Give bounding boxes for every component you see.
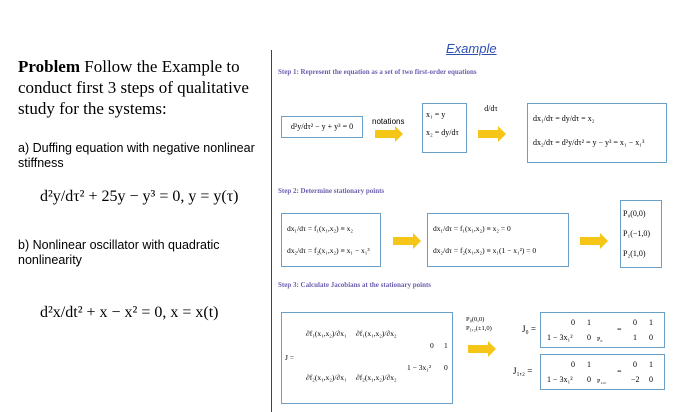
arrow-icon bbox=[393, 237, 413, 245]
step2-box-1 bbox=[281, 213, 381, 267]
s2-eq-b1: dx₁/dτ = f₁(x₁,x₂) ≡ x₂ = 0 bbox=[433, 224, 511, 233]
jacobian-label: J = bbox=[285, 353, 295, 362]
step1-equation-box bbox=[281, 116, 363, 138]
part-a-heading bbox=[18, 141, 255, 171]
s2-eq-b2: dx₂/dτ = f₂(x₁,x₂) ≡ x₁(1 − x₁²) = 0 bbox=[433, 246, 537, 255]
equation-a: d²y/dτ² + 25y − y³ = 0, y = y(τ) bbox=[40, 188, 239, 205]
j12-m11: 0 bbox=[571, 360, 575, 369]
system-eq-2: dx₂/dτ = d²y/dτ² = y − y³ = x₁ − x₁³ bbox=[533, 138, 645, 147]
part-b-line-2: nonlinearity bbox=[18, 253, 82, 267]
jac-matrix-11: 0 bbox=[430, 341, 434, 350]
problem-statement bbox=[18, 56, 273, 119]
j0-m12: 1 bbox=[587, 318, 591, 327]
equation-b: d²x/dt² + x − x² = 0, x = x(t) bbox=[40, 304, 219, 321]
jac-matrix-12: 1 bbox=[444, 341, 448, 350]
j12-r12: 1 bbox=[649, 360, 653, 369]
arrow-icon bbox=[375, 130, 395, 138]
jacobian-21: ∂f₂(x₁,x₂)/∂x₁ bbox=[306, 373, 347, 382]
j12-sub: P₁,₂ bbox=[597, 379, 607, 385]
p12-note: P₁,₂(±1,0) bbox=[466, 325, 492, 332]
step2-box-2 bbox=[427, 213, 569, 267]
j0-label: J₀ = bbox=[522, 324, 536, 334]
arrow-icon bbox=[478, 130, 498, 138]
arrow-icon bbox=[468, 345, 488, 353]
stationary-points-box bbox=[620, 200, 662, 268]
j12-m21: 1 − 3x₁² bbox=[547, 375, 573, 384]
step-3-label: Step 3: Calculate Jacobians at the stationary points bbox=[278, 281, 432, 289]
s2-eq-a1: dx₁/dτ = f₁(x₁,x₂) ≡ x₂ bbox=[287, 224, 353, 233]
notation-x2: x₂ = dy/dτ bbox=[426, 128, 459, 137]
part-a-line-2: stiffness bbox=[18, 156, 64, 170]
j12-matrix-box bbox=[540, 354, 665, 390]
jac-matrix-21: 1 − 3x₁² bbox=[407, 363, 432, 372]
problem-text-3: study for the systems: bbox=[18, 99, 167, 118]
j0-m22: 0 bbox=[587, 333, 591, 342]
j0-r21: 1 bbox=[633, 333, 637, 342]
equals-sign: = bbox=[617, 367, 622, 376]
s2-eq-a2: dx₂/dτ = f₂(x₁,x₂) ≡ x₁ − x₁³ bbox=[287, 246, 370, 255]
j12-r11: 0 bbox=[633, 360, 637, 369]
jacobian-22: ∂f₂(x₁,x₂)/∂x₂ bbox=[356, 373, 397, 382]
j12-r21: −2 bbox=[631, 375, 640, 384]
problem-text-2: conduct first 3 steps of qualitative bbox=[18, 78, 249, 97]
point-p0: P₀(0,0) bbox=[623, 209, 646, 218]
j0-r12: 1 bbox=[649, 318, 653, 327]
notation-x1: x₁ = y bbox=[426, 110, 446, 119]
problem-label: Problem bbox=[18, 57, 81, 76]
step1-equation: d²y/dτ² − y + y³ = 0 bbox=[290, 122, 354, 131]
jacobian-11: ∂f₁(x₁,x₂)/∂x₁ bbox=[306, 329, 347, 338]
j12-r22: 0 bbox=[649, 375, 653, 384]
step-1-label: Step 1: Represent the equation as a set of two first-order equations bbox=[278, 68, 477, 76]
j12-m22: 0 bbox=[587, 375, 591, 384]
point-p1: P₁(−1,0) bbox=[623, 229, 651, 238]
first-order-system-box bbox=[527, 103, 667, 163]
j12-m12: 1 bbox=[587, 360, 591, 369]
jacobian-12: ∂f₁(x₁,x₂)/∂x₂ bbox=[356, 329, 397, 338]
j0-m21: 1 − 3x₁² bbox=[547, 333, 573, 342]
point-p2: P₂(1,0) bbox=[623, 249, 646, 258]
notation-box bbox=[422, 103, 467, 153]
system-eq-1: dx₁/dτ = dy/dτ = x₂ bbox=[533, 114, 595, 123]
part-a-line-1: a) Duffing equation with negative nonlinear bbox=[18, 141, 255, 155]
example-title: Example bbox=[446, 41, 497, 56]
arrow-icon bbox=[580, 237, 600, 245]
p0-note: P₀(0,0) bbox=[466, 316, 485, 323]
step-2-label: Step 2: Determine stationary points bbox=[278, 187, 385, 195]
d-dtau-operator: d/dτ bbox=[484, 104, 498, 113]
j0-matrix-box bbox=[540, 312, 665, 348]
part-b-heading bbox=[18, 238, 219, 268]
notations-label: notations bbox=[372, 117, 405, 126]
part-b-line-1: b) Nonlinear oscillator with quadratic bbox=[18, 238, 220, 252]
jac-matrix-22: 0 bbox=[444, 363, 448, 372]
equals-sign: = bbox=[617, 325, 622, 334]
j0-r11: 0 bbox=[633, 318, 637, 327]
j12-label: J₁,₂ = bbox=[513, 366, 533, 376]
j0-sub: P₀ bbox=[597, 337, 603, 343]
j0-r22: 0 bbox=[649, 333, 653, 342]
j0-m11: 0 bbox=[571, 318, 575, 327]
vertical-divider bbox=[271, 50, 272, 412]
problem-text-1: Follow the Example to bbox=[80, 57, 240, 76]
jacobian-box bbox=[281, 312, 453, 404]
